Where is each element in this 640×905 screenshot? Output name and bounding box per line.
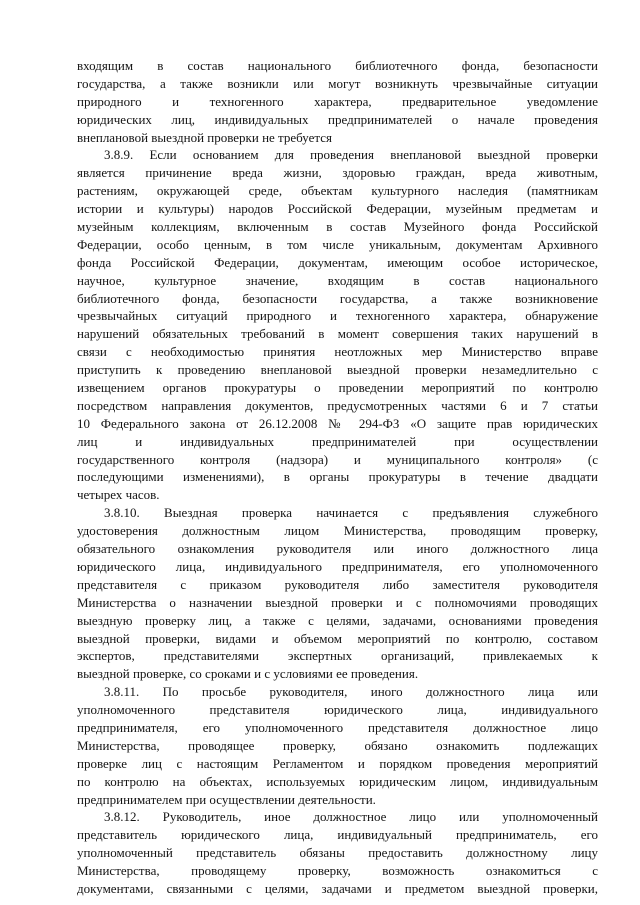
text-line: 3.8.9. Если основанием для проведения внеплановой выездной проверки: [104, 147, 598, 163]
paragraph-continuation: [77, 57, 598, 146]
text-line: входящим в состав национального библиотечного фонда, безопасности: [77, 58, 598, 73]
text-line: экспертов, представителями экспертных организаций, привлекаемых к: [77, 648, 598, 664]
text-line: библиотечного фонда, безопасности государства, а также возникновение: [77, 290, 598, 306]
text-line: научное, культурное значение, входящим в состав национального: [77, 272, 598, 288]
text-line: выездной проверки, видами и объемом мероприятий по контролю, составом: [77, 630, 598, 646]
text-line: четырех часов.: [77, 487, 160, 503]
paragraph-3-8-11: [77, 683, 598, 808]
text-line: юридических лиц, индивидуальных предпринимателей о начале проведения: [77, 111, 598, 127]
text-line: истории и культуры) народов Российской Федерации, музейным предметам и: [77, 201, 598, 217]
text-line: 3.8.10. Выездная проверка начинается с предъявления служебного: [104, 505, 598, 521]
text-line: последующими изменениями), в органы прокуратуры в течение двадцати: [77, 469, 598, 485]
text-line: государства, а также возникли или могут возникнуть чрезвычайные ситуации: [77, 75, 598, 91]
text-line: обязательного ознакомления руководителя или иного должностного лица: [77, 541, 598, 557]
text-line: выездную проверку лиц, а также с целями, задачами, основаниями проведения: [77, 612, 598, 628]
text-line: посредством направления документов, предусмотренных частями 6 и 7 статьи: [77, 397, 598, 413]
text-line: фонда Российской Федерации, документам, имеющим особое историческое,: [77, 254, 598, 270]
text-line: предпринимателем при осуществлении деятельности.: [77, 791, 376, 807]
text-line: юридического лица, индивидуального предпринимателя, его уполномоченного: [77, 558, 598, 574]
text-line: растениям, окружающей среде, объектам культурного наследия (памятникам: [77, 183, 598, 199]
text-line: природного и техногенного характера, предварительное уведомление: [77, 93, 598, 109]
text-line: уполномоченный представитель обязаны предоставить должностному лицу: [77, 845, 598, 861]
text-line: Министерства о назначении выездной проверки и с полномочиями проводящих: [77, 594, 598, 610]
text-line: связи с необходимостью принятия неотложных мер Министерство вправе: [77, 344, 598, 360]
text-line: выездной проверке, со сроками и с условиями ее проведения.: [77, 666, 419, 682]
text-line: по контролю на объектах, используемых юридическим лицом, индивидуальным: [77, 773, 598, 789]
text-line: 10 Федерального закона от 26.12.2008 № 294-ФЗ «О защите прав юридических: [77, 415, 598, 431]
paragraph-3-8-9: [77, 146, 598, 504]
text-line: внеплановой выездной проверки не требуется: [77, 129, 332, 145]
text-line: 3.8.11. По просьбе руководителя, иного должностного лица или: [104, 684, 598, 700]
text-line: документами, связанными с целями, задачами и предметом выездной проверки,: [77, 880, 598, 896]
text-line: проверке лиц с настоящим Регламентом и порядком проведения мероприятий: [77, 755, 598, 771]
text-line: удостоверения должностным лицом Министерства, проводящим проверку,: [77, 523, 598, 539]
text-line: нарушений обязательных требований в момент совершения таких нарушений в: [77, 326, 598, 342]
text-line: уполномоченного представителя юридического лица, индивидуального: [77, 702, 598, 718]
text-line: предпринимателя, его уполномоченного представителя должностное лицо: [77, 719, 598, 735]
text-line: музейным коллекциям, включенным в состав Музейного фонда Российской: [77, 219, 598, 235]
text-line: является причинение вреда жизни, здоровью граждан, вреда животным,: [77, 165, 598, 181]
text-line: Министерства, проводящее проверку, обязано ознакомить подлежащих: [77, 737, 598, 753]
text-line: лиц и индивидуальных предпринимателей при осуществлении: [77, 433, 598, 449]
text-line: извещением органов прокуратуры о проведении мероприятий по контролю: [77, 380, 598, 396]
text-line: представитель юридического лица, индивидуальный предприниматель, его: [77, 827, 598, 843]
paragraph-3-8-12: [77, 808, 598, 897]
text-line: представителя с приказом руководителя либо заместителя руководителя: [77, 576, 598, 592]
paragraph-3-8-10: [77, 504, 598, 683]
text-line: 3.8.12. Руководитель, иное должностное лицо или уполномоченный: [104, 809, 598, 825]
text-line: чрезвычайных ситуаций природного и техногенного характера, обнаружение: [77, 308, 598, 324]
text-line: Федерации, особо ценным, в том числе уникальным, документам Архивного: [77, 236, 598, 252]
text-line: Министерства, проводящему проверку, возможность ознакомиться с: [77, 863, 598, 879]
text-line: государственного контроля (надзора) и муниципального контроля» (с: [77, 451, 598, 467]
text-line: приступить к проведению внеплановой выездной проверки незамедлительно с: [77, 362, 598, 378]
